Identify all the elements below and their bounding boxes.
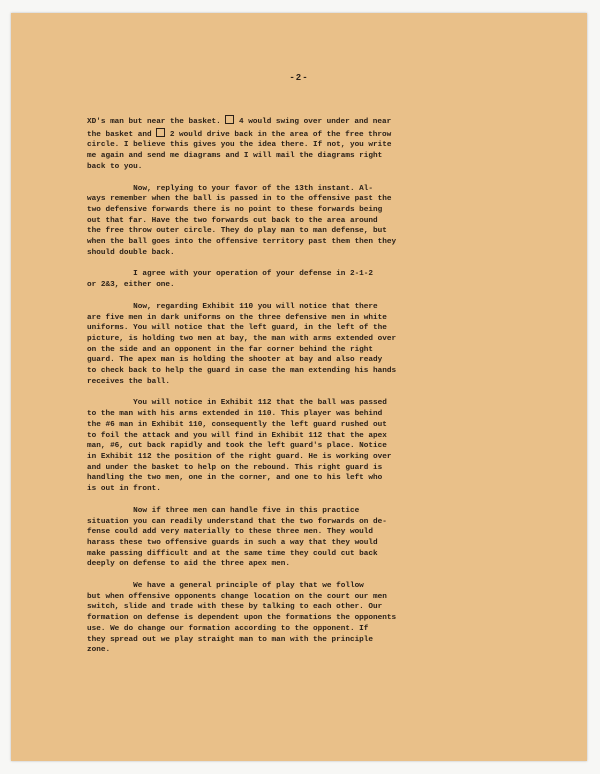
text-line [87, 398, 539, 409]
text-line [87, 140, 539, 151]
text-line [87, 151, 539, 162]
text-line [87, 355, 539, 366]
text-line [87, 517, 539, 528]
text-segment: is out in front. [87, 485, 161, 494]
text-line [87, 313, 539, 324]
text-segment: two defensive forwards there is no point to these forwards being [87, 205, 383, 214]
text-segment: to the man with his arms extended in 110. This player was behind [87, 410, 383, 419]
text-line [87, 581, 539, 592]
text-line [87, 334, 539, 345]
text-line [87, 184, 539, 195]
text-line [87, 205, 539, 216]
text-segment: to foil the attack and you will find in Exhibit 112 that the apex [87, 431, 387, 440]
text-line [87, 420, 539, 431]
text-segment: XD's man but near the basket. [87, 118, 226, 126]
letter-body [87, 115, 539, 656]
text-line [87, 194, 539, 205]
text-segment: back to you. [87, 162, 143, 171]
text-segment: You will notice in Exhibit 112 that the ball was passed [87, 399, 387, 408]
text-segment: make passing difficult and at the same time they could cut back [87, 549, 378, 558]
text-line [87, 115, 539, 128]
text-line [87, 559, 539, 570]
text-line [87, 635, 539, 646]
text-line [87, 538, 539, 549]
text-line [87, 237, 539, 248]
text-segment: in Exhibit 112 the position of the right guard. He is working over [87, 452, 392, 461]
text-segment: they spread out we play straight man to man with the principle [87, 635, 374, 644]
text-segment: the basket and [87, 130, 157, 139]
text-segment: should double back. [87, 248, 175, 257]
text-segment: man, #6, cut back rapidly and took the left guard's place. Notice [87, 442, 387, 451]
text-segment: formation on defense is dependent upon the formations the opponents [87, 614, 397, 623]
letter-page [11, 13, 587, 761]
text-segment: I agree with your operation of your defense in 2-1-2 [87, 270, 374, 279]
page-number: -2- [289, 73, 309, 83]
text-segment: Now, replying to your favor of the 13th instant. Al- [87, 184, 374, 193]
text-line [87, 226, 539, 237]
text-segment: out that far. Have the two forwards cut back to the area around [87, 216, 378, 225]
text-segment: 2 would drive back in the area of the free throw [165, 130, 392, 139]
text-segment: deeply on defense to aid the three apex men. [87, 560, 290, 569]
paragraph-gap [87, 291, 539, 302]
text-line [87, 302, 539, 313]
text-line [87, 484, 539, 495]
text-line [87, 366, 539, 377]
text-segment: uniforms. You will notice that the left guard, in the left of the [87, 324, 387, 333]
text-line [87, 248, 539, 259]
text-segment: when the ball goes into the offensive territory past them then they [87, 238, 397, 247]
text-segment: me again and send me diagrams and I will mail the diagrams right [87, 152, 383, 161]
text-segment: situation you can readily understand that the two forwards on de- [87, 517, 387, 526]
paragraph-gap [87, 258, 539, 269]
text-line [87, 549, 539, 560]
paragraph [87, 115, 539, 173]
paragraph [87, 398, 539, 494]
text-segment: or 2&3, either one. [87, 281, 175, 290]
text-segment: picture, is holding two men at bay, the man with arms extended over [87, 334, 397, 343]
text-segment: harass these two offensive guards in such a way that they would [87, 538, 378, 547]
text-line [87, 624, 539, 635]
paragraph-gap [87, 387, 539, 398]
text-segment: We have a general principle of play that we follow [87, 582, 364, 591]
text-line [87, 473, 539, 484]
text-segment: and under the basket to help on the rebound. This right guard is [87, 463, 383, 472]
text-line [87, 452, 539, 463]
text-line [87, 506, 539, 517]
paragraph [87, 302, 539, 388]
text-line [87, 602, 539, 613]
text-segment: Now, regarding Exhibit 110 you will notice that there [87, 302, 378, 311]
text-line [87, 409, 539, 420]
text-segment: the free throw outer circle. They do play man to man defense, but [87, 227, 387, 236]
text-segment: zone. [87, 646, 111, 655]
text-segment: the #6 man in Exhibit 110, consequently the left guard rushed out [87, 420, 387, 429]
paragraph [87, 506, 539, 570]
text-line [87, 323, 539, 334]
paragraph [87, 581, 539, 656]
text-line [87, 527, 539, 538]
text-line [87, 645, 539, 656]
text-line [87, 441, 539, 452]
text-line [87, 269, 539, 280]
text-line [87, 592, 539, 603]
paragraph [87, 269, 539, 290]
text-segment: handling the two men, one in the corner, and one to his left who [87, 474, 383, 483]
text-segment: ways remember when the ball is passed in to the offensive past the [87, 195, 392, 204]
text-line [87, 162, 539, 173]
text-line [87, 345, 539, 356]
text-line [87, 431, 539, 442]
text-segment: Now if three men can handle five in this practice [87, 506, 360, 515]
paragraph-gap [87, 173, 539, 184]
text-segment: circle. I believe this gives you the idea there. If not, you write [87, 141, 392, 150]
text-line [87, 613, 539, 624]
text-line [87, 377, 539, 388]
paragraph [87, 184, 539, 259]
text-segment: on the side and an opponent in the far corner behind the right [87, 345, 374, 354]
text-segment: switch, slide and trade with these by talking to each other. Our [87, 603, 383, 612]
hand-drawn-box-icon [156, 128, 165, 137]
paragraph-gap [87, 570, 539, 581]
text-segment: use. We do change our formation according to the opponent. If [87, 624, 369, 633]
paragraph-gap [87, 495, 539, 506]
text-segment: receives the ball. [87, 377, 171, 386]
text-segment: guard. The apex man is holding the shooter at bay and also ready [87, 356, 383, 365]
text-line [87, 463, 539, 474]
text-segment: but when offensive opponents change location on the court our men [87, 592, 387, 601]
text-line [87, 216, 539, 227]
text-segment: are five men in dark uniforms on the three defensive men in white [87, 313, 387, 322]
text-line [87, 128, 539, 141]
text-line [87, 280, 539, 291]
text-segment: to check back to help the guard in case the man extending his hands [87, 367, 397, 376]
text-segment: 4 would swing over under and near [234, 118, 392, 126]
text-segment: fense could add very materially to these three men. They would [87, 528, 374, 537]
